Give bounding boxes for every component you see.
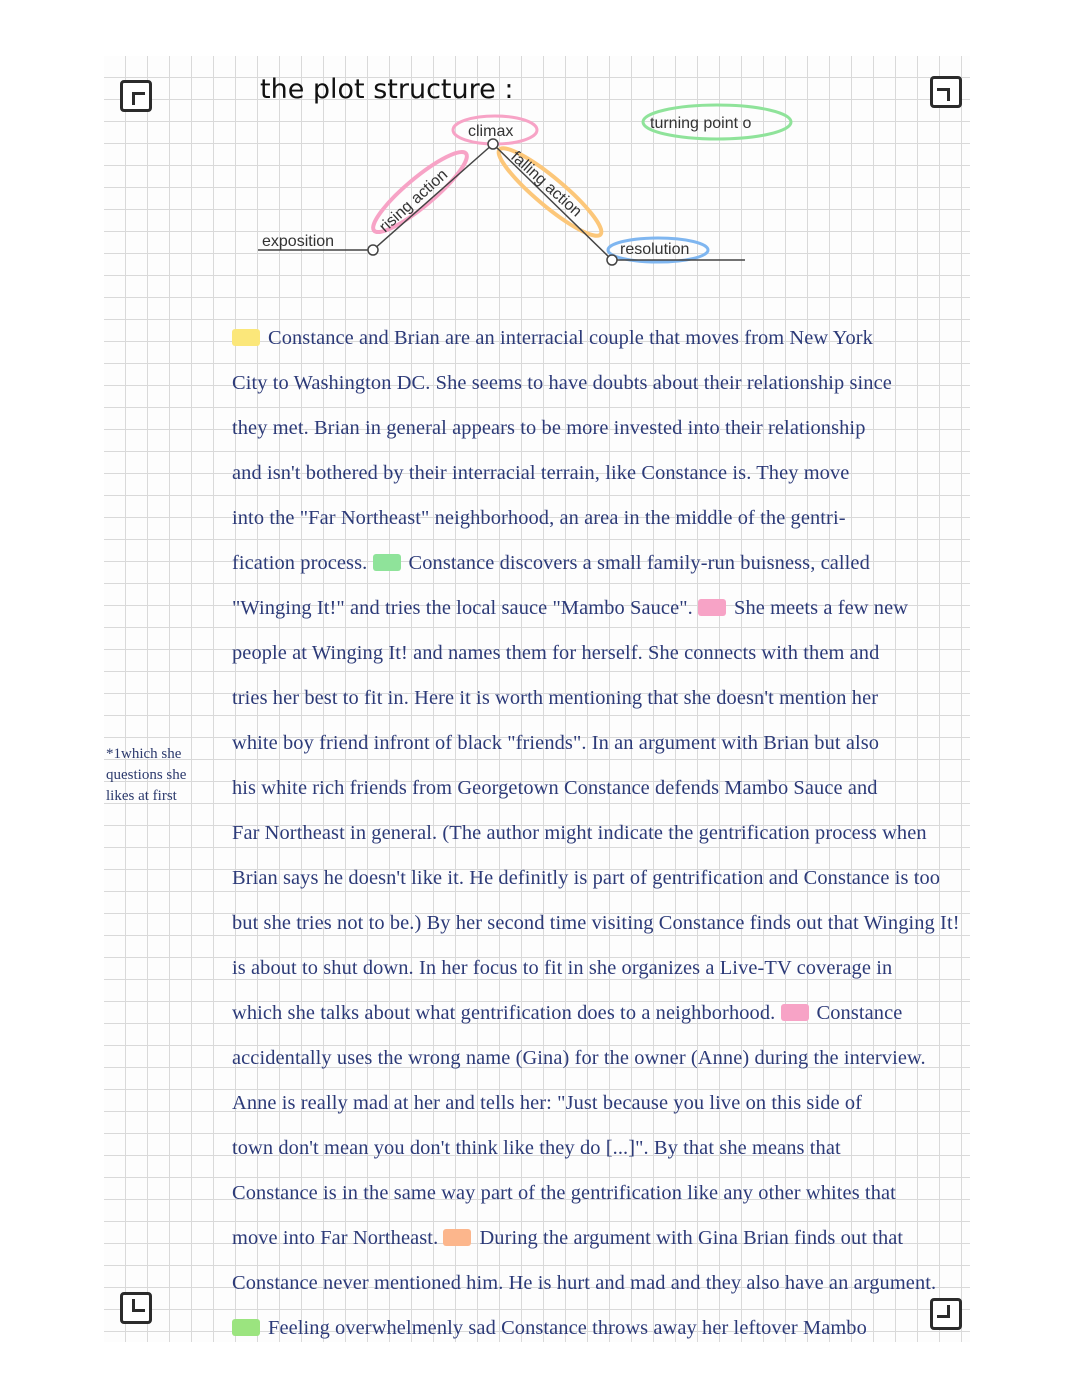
rising-action-label: rising action bbox=[376, 166, 452, 236]
text-line: Anne is really mad at her and tells her: "Just because you live on this side of bbox=[232, 1092, 863, 1114]
green-marker-icon bbox=[373, 554, 401, 571]
text-line: Constance is in the same way part of the gentrification like any other whites that bbox=[232, 1182, 896, 1204]
text-line: white boy friend infront of black "friends". In an argument with Brian but also bbox=[232, 732, 880, 754]
resolution-point bbox=[607, 255, 617, 265]
climax-point bbox=[488, 139, 498, 149]
corner-icon bbox=[120, 1292, 152, 1324]
corner-icon bbox=[930, 76, 962, 108]
text-line: but she tries not to be.) By her second time visiting Constance finds out that Winging It! bbox=[232, 912, 960, 934]
text-line: Brian says he doesn't like it. He definitly is part of gentrification and Constance is too bbox=[232, 867, 941, 889]
text-line: Constance never mentioned him. He is hurt and mad and they also have an argument. bbox=[232, 1272, 937, 1294]
summary-text bbox=[232, 316, 960, 1351]
text-line-content: which she talks about what gentrification does to a neighborhood. bbox=[232, 1002, 776, 1024]
text-line: City to Washington DC. She seems to have doubts about their relationship since bbox=[232, 372, 892, 394]
pink-marker-icon bbox=[698, 599, 726, 616]
text-line bbox=[232, 1306, 948, 1351]
text-line: into the "Far Northeast" neighborhood, an area in the middle of the gentri- bbox=[232, 507, 846, 529]
rising-line bbox=[373, 144, 493, 250]
text-line-content: Constance discovers a small family-run buisness, called bbox=[408, 552, 870, 574]
text-line-content: During the argument with Gina Brian finds out that bbox=[479, 1227, 904, 1249]
page-title: the plot structure : bbox=[260, 74, 514, 105]
text-line: is about to shut down. In her focus to fit in she organizes a Live-TV coverage in bbox=[232, 957, 893, 979]
text-line bbox=[232, 541, 948, 586]
margin-note bbox=[106, 744, 216, 807]
falling-action-label: falling action bbox=[507, 148, 585, 221]
resolution-label: resolution bbox=[620, 241, 690, 258]
text-line bbox=[232, 991, 948, 1036]
text-line: his white rich friends from Georgetown Constance defends Mambo Sauce and bbox=[232, 777, 878, 799]
margin-note-line: questions she bbox=[106, 767, 187, 783]
orange-marker-icon bbox=[443, 1229, 471, 1246]
text-line: they met. Brian in general appears to be more invested into their relationship bbox=[232, 417, 866, 439]
exposition-point bbox=[368, 245, 378, 255]
lime-marker-icon bbox=[232, 1319, 260, 1336]
text-line: tries her best to fit in. Here it is worth mentioning that she doesn't mention her bbox=[232, 687, 879, 709]
text-line-content: Feeling overwhelmenly sad Constance throws away her leftover Mambo bbox=[268, 1317, 867, 1339]
margin-note-line: likes at first bbox=[106, 788, 177, 804]
text-line: people at Winging It! and names them for herself. She connects with them and bbox=[232, 642, 880, 664]
text-line: town don't mean you don't think like they do [...]". By that she means that bbox=[232, 1137, 841, 1159]
turning-point-label: turning point o bbox=[650, 115, 752, 132]
text-line bbox=[232, 1216, 948, 1261]
text-line: accidentally uses the wrong name (Gina) for the owner (Anne) during the interview. bbox=[232, 1047, 926, 1069]
text-line: and isn't bothered by their interracial terrain, like Constance is. They move bbox=[232, 462, 850, 484]
text-line-content: Constance bbox=[816, 1002, 903, 1024]
text-line-content: She meets a few new bbox=[734, 597, 909, 619]
plot-structure-diagram bbox=[240, 100, 800, 280]
text-line-content: Constance and Brian are an interracial couple that moves from New York bbox=[268, 327, 873, 349]
text-line-content: fication process. bbox=[232, 552, 368, 574]
yellow-marker-icon bbox=[232, 329, 260, 346]
text-line: Far Northeast in general. (The author might indicate the gentrification process when bbox=[232, 822, 927, 844]
climax-label: climax bbox=[468, 123, 514, 140]
text-line-content: move into Far Northeast. bbox=[232, 1227, 439, 1249]
text-line-content: "Winging It!" and tries the local sauce "Mambo Sauce". bbox=[232, 597, 693, 619]
pink-marker-icon bbox=[781, 1004, 809, 1021]
text-line bbox=[232, 586, 948, 631]
margin-note-line: *1which she bbox=[106, 746, 182, 762]
exposition-label: exposition bbox=[262, 233, 335, 250]
text-line bbox=[232, 316, 948, 361]
corner-icon bbox=[120, 80, 152, 112]
